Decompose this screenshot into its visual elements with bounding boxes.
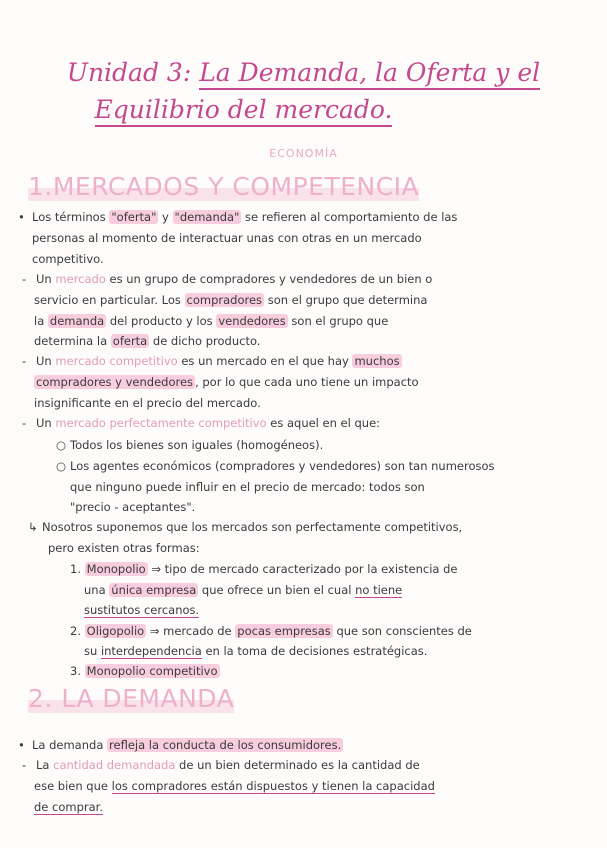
s1-competitivo-3: insignificante en el precio del mercado. [34,396,261,410]
s1-mercado-3: la demanda del producto y los vendedores son el grupo que [34,314,389,328]
form-oligopolio-1: 2. Oligopolio ⇒ mercado de pocas empresas que son conscientes de [70,624,472,638]
title-prefix: Unidad 3: [66,58,192,87]
s2-line-1: • La demanda refleja la conducta de los consumidores. [18,738,342,752]
title-line-2 [0,95,547,124]
s1-perfecto-item-2b: que ninguno puede influir en el precio de mercado: todos son [70,480,425,494]
s1-line-3: competitivo. [32,252,104,266]
s1-mercado-4: determina la oferta de dicho producto. [34,334,261,348]
s1-competitivo-2: compradores y vendedores , por lo que cada uno tiene un impacto [36,375,419,389]
form-oligopolio-2: su interdependencia en la toma de decisiones estratégicas. [84,644,428,658]
section-heading-1: 1.MERCADOS Y COMPETENCIA [28,172,420,201]
s1-line-2: personas al momento de interactuar unas con otras en un mercado [32,231,422,245]
s1-perfecto-item-2: ○ Los agentes económicos (compradores y vendedores) son tan numerosos [56,459,495,473]
s1-arrow-2: pero existen otras formas: [48,541,200,555]
s1-mercado-1: - Un mercado es un grupo de compradores y vendedores de un bien o [22,272,433,286]
title-main-1: La Demanda, la Oferta y el [199,58,540,90]
s1-perfecto-item-1: ○ Todos los bienes son iguales (homogéneos). [56,438,324,452]
section-heading-2: 2. LA DEMANDA [28,684,235,713]
s2-cantidad-1: - La cantidad demandada de un bien determinado es la cantidad de [22,758,420,772]
form-monopolio-2: una única empresa que ofrece un bien el cual no tiene [84,583,403,597]
form-monopolio-competitivo: 3. Monopolio competitivo [70,664,218,678]
s1-perfecto-1: - Un mercado perfectamente competitivo es aquel en el que: [22,416,381,430]
s1-arrow-1: ↳ Nosotros suponemos que los mercados son perfectamente competitivos, [28,520,463,534]
s1-perfecto-item-2c: "precio - aceptantes". [70,500,196,514]
form-monopolio-3: sustitutos cercanos. [84,603,200,617]
s2-cantidad-2: ese bien que los compradores están dispuestos y tienen la capacidad [34,779,435,793]
s1-competitivo-1: - Un mercado competitivo es un mercado en el que hay muchos [22,354,400,368]
subject-label: ECONOMÍA [269,147,338,160]
s1-line-1: • Los términos "oferta" y "demanda" se refieren al comportamiento de las [18,210,458,224]
s1-mercado-2: servicio en particular. Los compradores son el grupo que determina [34,293,428,307]
form-monopolio-1: 1. Monopolio ⇒ tipo de mercado caracterizado por la existencia de [70,562,458,576]
title-main-2: Equilibrio del mercado. [95,95,393,127]
title-line-1 [0,58,607,87]
s2-cantidad-3: de comprar. [34,800,103,814]
